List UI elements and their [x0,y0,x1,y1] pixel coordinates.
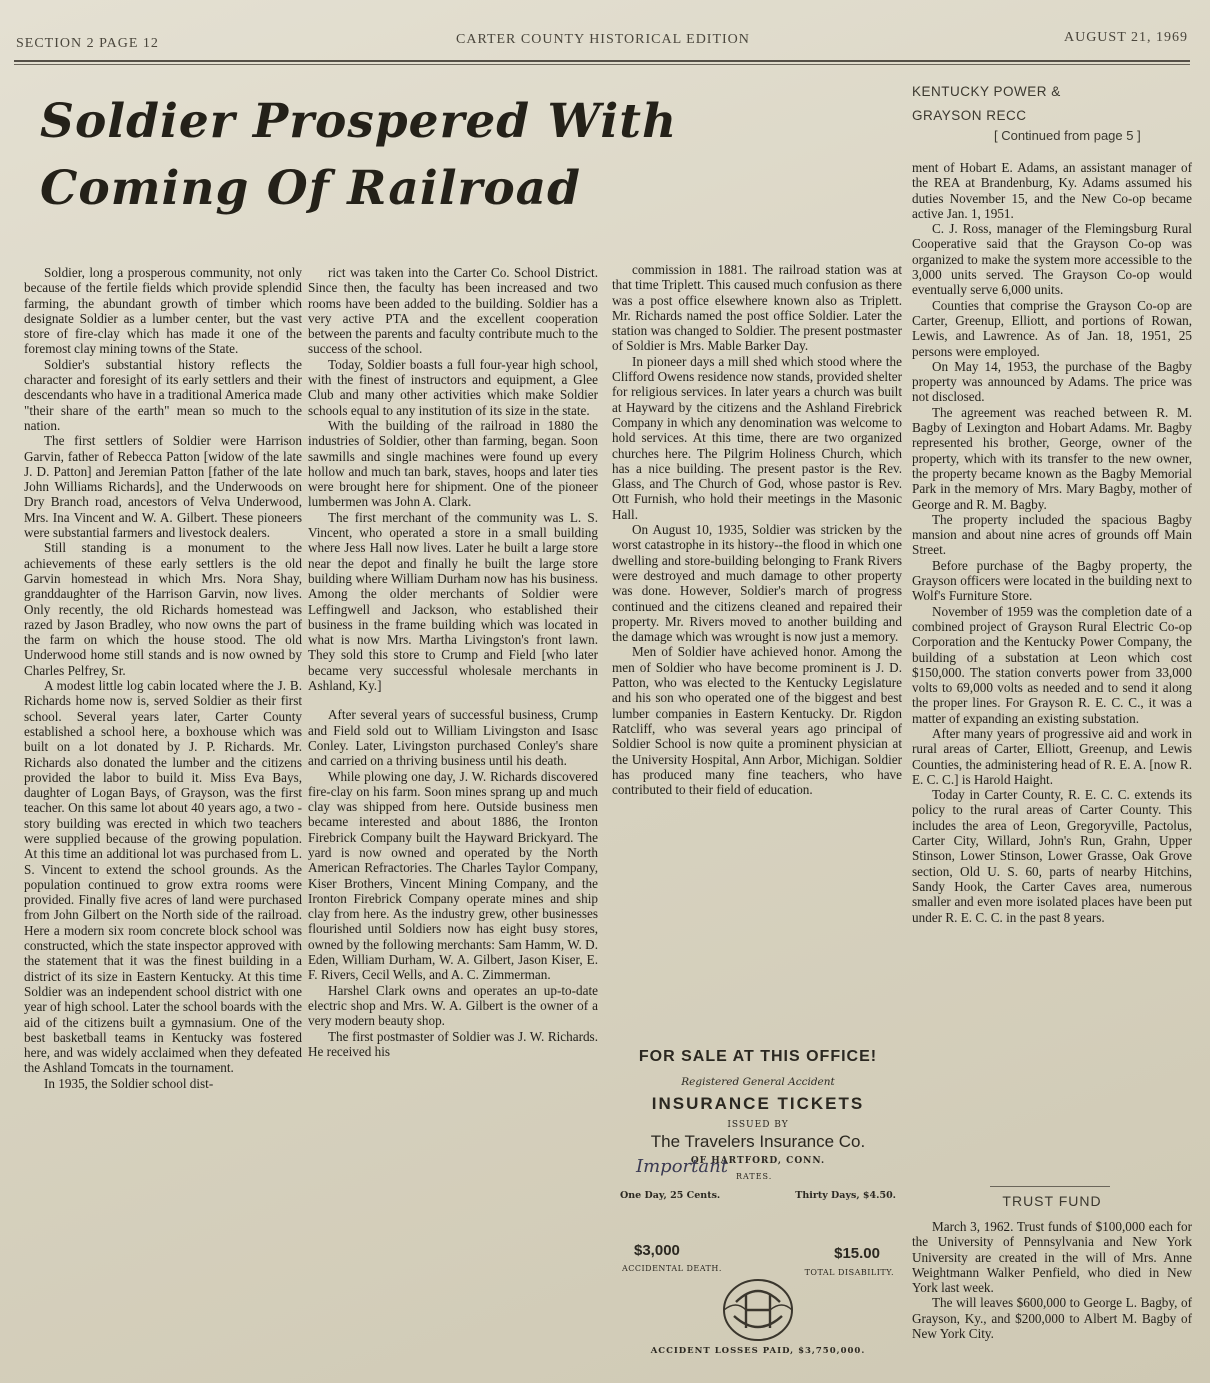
paragraph: rict was taken into the Carter Co. School District. Since then, the faculty has been increased and two rooms have been added to the building. Soldier has a very active PTA and the excellent cooperation between the parents and faculty contribute much to the success of the school. [308,265,598,357]
masthead-rule [14,60,1190,62]
headline-line-1: Soldier Prospered With [40,94,678,149]
advert-company: The Travelers Insurance Co. [650,1132,866,1151]
advert-disability-label: TOTAL DISABILITY. [804,1268,894,1277]
paragraph: Soldier, long a prosperous community, not only because of the fertile fields which provide splendid farming, the abundant growth of timber which designate Soldier as a lumber center, but the vast store of fire-clay which has made it one of the foremost clay mining towns of the State. [24,265,302,357]
article-headline [40,88,680,222]
paragraph: Counties that comprise the Grayson Co-op are Carter, Greenup, Elliott, and portions of Rowan, Lewis, and Lawrence. As of Jan. 18, 1951, 25 persons were employed. [912,297,1192,359]
paragraph: Men of Soldier have achieved honor. Among the men of Soldier who have become prominent is J. D. Patton, who was elected to the Kentucky Legislature and his son who operated one of the biggest and best lumber companies in Eastern Kentucky. Dr. Rigdon Ratcliff, who was several years ago principal of Soldier School is now quite a prominent physician at the University Hospital, Ann Arbor, Michigan. Soldier has produced many fine teachers, who have contributed to their field of education. [612,644,902,798]
paragraph: commission in 1881. The railroad station was at that time Triplett. This caused much confusion as there was a post office elsewhere known also as Triplett. Mr. Richards named the post office Soldier. Later the station was changed to Soldier. The present postmaster of Soldier is Mrs. Mable Barker Day. [612,262,902,354]
paragraph: After several years of successful business, Crump and Field sold out to William Livingston and Isasc Conley. Later, Livingston purchased Conley's share and carried on a thriving business until his death. [308,707,598,769]
trust-fund-column [912,1219,1192,1341]
headline-line-2: Coming Of Railroad [40,161,581,216]
advert-thirty-days: Thirty Days, $4.50. [795,1190,896,1201]
section-label: SECTION 2 PAGE 12 [16,36,159,51]
paragraph: Still standing is a monument to the achievements of these early settlers is the old Garvin homestead in which Mrs. Nora Shay, granddaughter of the Harrison Garvin, now lives. Only recently, the old Richards homestead was razed by Jason Bradley, who now owns the part of the farm on which the house stood. The old Underwood home still stands and is now owned by Charles Pelfrey, Sr. [24,540,302,678]
column-gap [308,693,598,707]
paragraph: On May 14, 1953, the purchase of the Bagby property was announced by Adams. The price was not disclosed. [912,358,1192,405]
kentucky-power-column [912,160,1192,925]
paragraph: While plowing one day, J. W. Richards discovered fire-clay on his farm. Soon mines sprang up and much clay was shipped from here. Outside business men became interested and about 1886, the Ironton Firebrick Company built the Hayward Brickyard. The yard is now owned and operated by the North American Refractories. The Charles Taylor Company, Kiser Brothers, Vincent Mining Company, and the Ironton Firebrick Company operate mines and ship clay from here. As the industry grew, other businesses flourished until Soldiers now has eight busy stores, owned by the following merchants: Sam Hamm, W. D. Eden, William Durham, W. A. Gilbert, Jason Kiser, E. F. Rivers, Cecil Wells, and A. C. Zimmerman. [308,768,598,983]
paragraph: The first merchant of the community was L. S. Vincent, who operated a store in a small building where Jess Hall now lives. Later he built a large store near the depot and finally he built the large store building where William Durham now has his business. Among the older merchants of Soldier were Leffingwell and Jackson, who established their business in the frame building which was located in what is now Mrs. Martha Livingston's front lawn. They sold this store to Crump and Field [who later became very successful wholesale merchants in Ashland, Ky.] [308,509,598,694]
advert-location: OF HARTFORD, CONN. [690,1156,826,1166]
paragraph: A modest little log cabin located where the J. B. Richards home now is, served Soldier as their first school. Several years later, Carter County established a school here, a boxhouse which was built on a lot donated by J. P. Richards. Mr. Richards also donated the lumber and the citizens provided the labor to build it. Miss Eva Bays, daughter of Logan Bays, of Grayson, was the first teacher. On this same lot about 40 years ago, a two - story building was erected in which two teachers were supplied because of the growing population. At this time an additional lot was purchased from L. S. Vincent to extend the school grounds. As the population continued to grow extra rooms were provided. Finally five acres of land were purchased from John Gilbert on the North side of the railroad. Here a modern six room concrete block school was constructed, which the state inspector approved with the statement that it was the finest building in a district of its size in Eastern Kentucky. At this time Soldier was an independent school district with one year of high school. Later the school boards with the aid of the citizens built a gymnasium. One of the best basketball teams in Kentucky was fostered here, and was widely acclaimed when they defeated the Ashland Tomcats in the tournament. [24,678,302,1076]
paragraph: November of 1959 was the completion date of a combined project of Grayson Rural Electric Co-op Corporation and the Kentucky Power Company, the building of a substation at Leon which cost $150,000. The station converts power from 33,000 volts to 69,000 volts as needed and to send it along the proper lines. For Grayson R. E. C. C., it was a matter of expanding an existing substation. [912,603,1192,726]
advert-rates: RATES. [736,1172,773,1181]
paragraph: The agreement was reached between R. M. Bagby of Lexington and Hobart Adams. Mr. Bagby represented his brother, George, owner of the property, which with its transfer to the new owner, the property became known as the Bagby Memorial Park in the memory of Mrs. Mary Bagby, mother of George and R. M. Bagby. [912,404,1192,512]
paragraph: Harshel Clark owns and operates an up-to-date electric shop and Mrs. W. A. Gilbert is the owner of a very modern beauty shop. [308,982,598,1029]
advert-disability-amount: $15.00 [834,1245,880,1262]
trust-fund-heading: TRUST FUND [1002,1193,1102,1209]
insurance-advert [612,1040,904,1366]
advert-losses-paid: ACCIDENT LOSSES PAID, $3,750,000. [650,1346,866,1356]
article-column-1 [24,265,302,1091]
kentucky-power-heading-line-1: KENTUCKY POWER & [912,84,1061,99]
article-column-2 [308,265,598,1059]
paragraph: Soldier's substantial history reflects the character and foresight of its early settlers and their descendants who have in a traditional America made "their share of the earth" mean so much to the nation. [24,356,302,433]
article-column-3 [612,262,902,797]
paragraph: C. J. Ross, manager of the Flemingsburg Rural Cooperative said that the Grayson Co-op was organized to make the system more accessible to the 3,000 units served. The Grayson Co-op would eventually serve 6,000 units. [912,221,1192,298]
kentucky-power-heading-line-2: GRAYSON RECC [912,108,1027,123]
paragraph: Today, Soldier boasts a full four-year high school, with the finest of instructors and equipment, a Glee Club and many other activities which make Soldier schools equal to any institution of its size in the state. [308,356,598,418]
paragraph: With the building of the railroad in 1880 the industries of Soldier, other than farming, began. Soon sawmills and single machines were found up every hollow and much tan bark, staves, hoops and later ties were brought here for shipment. One of the pioneer lumbermen was John A. Clark. [308,417,598,510]
paragraph: The will leaves $600,000 to George L. Bagby, of Grayson, Ky., and $200,000 to Albert M. Bagby of New York City. [912,1295,1192,1342]
advert-death-label: ACCIDENTAL DEATH. [622,1264,722,1273]
paragraph: Before purchase of the Bagby property, the Grayson officers were located in the building next to Wolf's Furniture Store. [912,557,1192,604]
paragraph: The first settlers of Soldier were Harrison Garvin, father of Rebecca Patton [widow of the late J. D. Patton] and Jeremian Patton [father of the late John Williams Richards], and the Underwoods on Dry Branch road, ancestors of Velva Underwood, Mrs. Ina Vincent and W. A. Gilbert. These pioneers were substantial farmers and livestock dealers. [24,433,302,541]
advert-for-sale: FOR SALE AT THIS OFFICE! [638,1048,878,1065]
continued-note: [ Continued from page 5 ] [994,128,1141,143]
advert-insurance-tickets: INSURANCE TICKETS [651,1094,865,1113]
paragraph: March 3, 1962. Trust funds of $100,000 each for the University of Pennsylvania and New York University are created in the will of Mrs. Anne Weightmann Walker Penfield, who died in New York last week. [912,1219,1192,1296]
paragraph: Today in Carter County, R. E. C. C. extends its policy to the rural areas of Carter County. This includes the area of Leon, Gregoryville, Pactolus, Carter City, Willard, John's Run, Grahn, Upper Stinson, Lower Stinson, Lower Grasse, Oak Grove section, Old U. S. 60, parts of nearby Hitchins, Sandy Hook, the Carter Caves area, numerous smaller and even more isolated places have been put under R. E. C. C. in the past 8 years. [912,787,1192,925]
advert-registered: Registered General Accident [681,1076,835,1088]
masthead [16,30,1188,56]
kentucky-power-heading [912,80,1192,128]
advert-death-amount: $3,000 [634,1242,680,1259]
travelers-monogram-icon [716,1272,800,1348]
paragraph: The property included the spacious Bagby mansion and about nine acres of grounds off Main Street. [912,511,1192,558]
paragraph: After many years of progressive aid and work in rural areas of Carter, Elliott, Greenup, and Lewis Counties, the administering head of R. E. A. [now R. E. C. C.] is Harold Haight. [912,725,1192,787]
advert-issued-by: ISSUED BY [727,1120,789,1130]
paragraph: The first postmaster of Soldier was J. W. Richards. He received his [308,1028,598,1059]
masthead-rule-thin [14,64,1190,65]
paragraph: In pioneer days a mill shed which stood where the Clifford Owens residence now stands, provided shelter for religious services. In later years a church was built at Hayward by the citizens and the Ashland Firebrick Company in which any denomination was welcome to hold services. At this time, there are two organized churches here. The Pilgrim Holiness Church, which has a nice building. The present pastor is the Rev. Glass, and The Church of God, whose pastor is Rev. Ott Furnish, who hold their meetings in the Masonic Hall. [612,353,902,522]
trust-fund-rule [990,1186,1110,1187]
edition-title: CARTER COUNTY HISTORICAL EDITION [456,32,750,47]
advert-one-day: One Day, 25 Cents. [620,1190,721,1201]
paragraph: In 1935, the Soldier school dist- [44,1075,214,1091]
paragraph: On August 10, 1935, Soldier was stricken by the worst catastrophe in its history--the flood in which one dwelling and store-building belonging to Frank Rivers were destroyed and much damage to other property was done. However, Soldier's march of progress continued and the citizens cleaned and repaired their property. Mr. Rivers moved to another building and the damage which was wrought is now just a memory. [612,522,902,645]
handwritten-note: Important [636,1156,728,1177]
paragraph: ment of Hobart E. Adams, an assistant manager of the REA at Brandenburg, Ky. Adams assumed his duties November 15, and the New Co-op became active Jan. 1, 1951. [912,160,1192,221]
issue-date: AUGUST 21, 1969 [1063,30,1188,45]
